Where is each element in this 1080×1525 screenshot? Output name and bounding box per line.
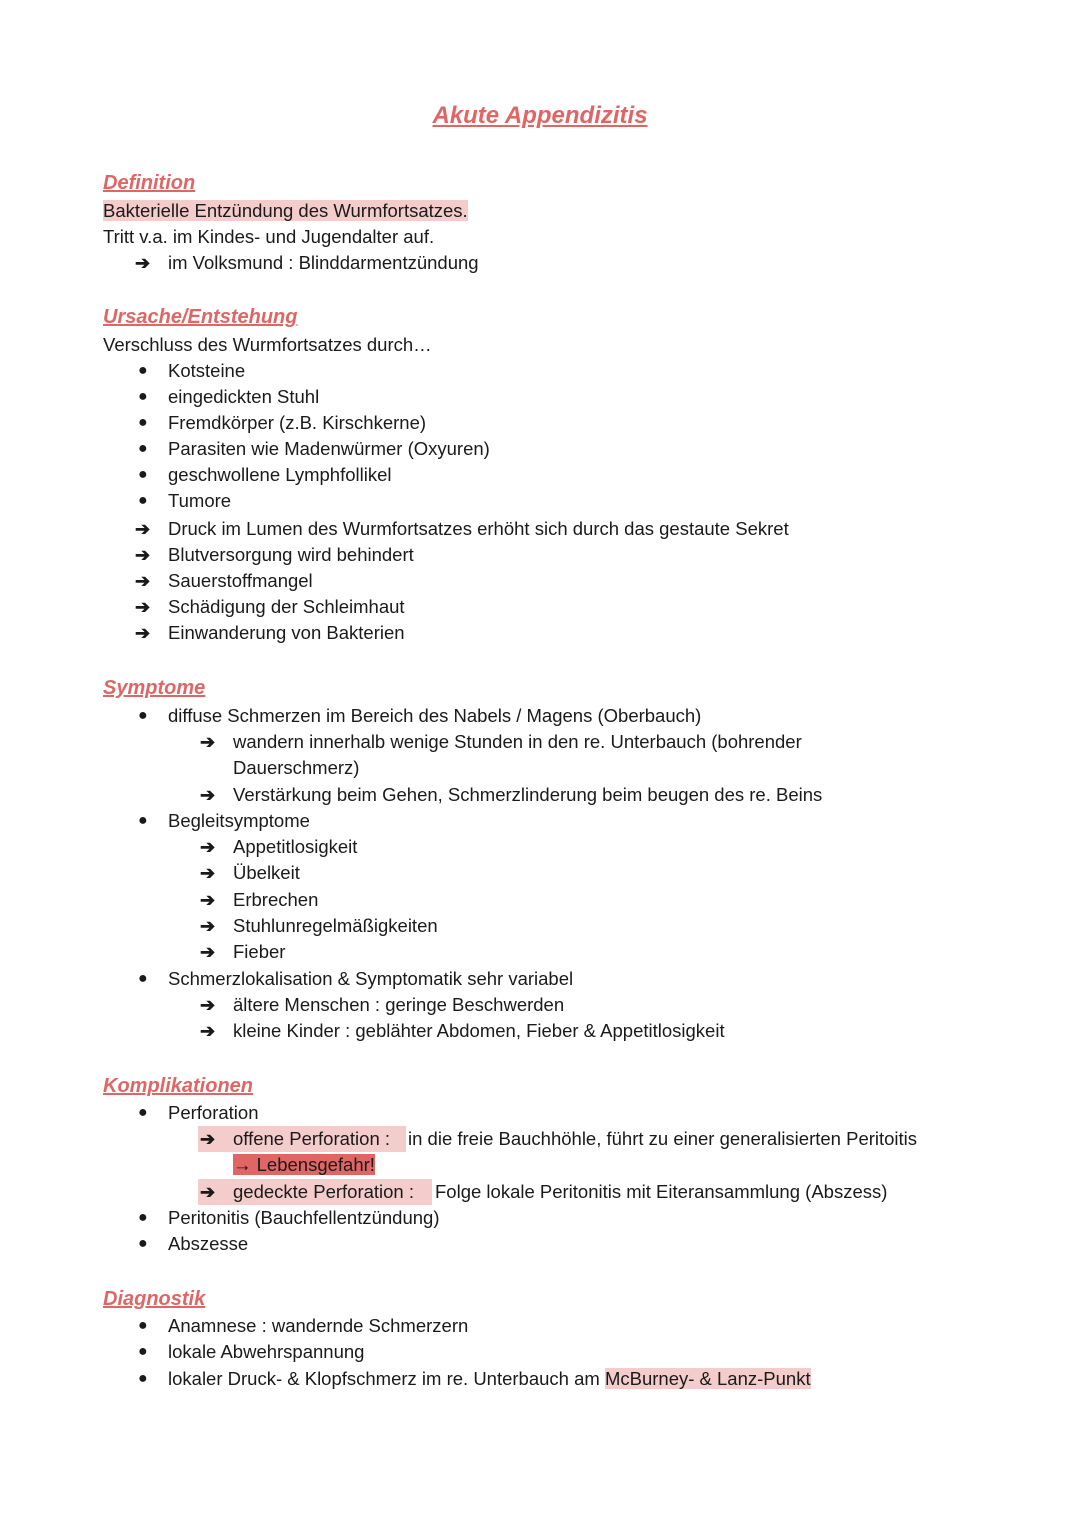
bullet-icon: ● [138,1104,148,1121]
definition-line-1: Bakterielle Entzündung des Wurmfortsatzes. [103,200,468,221]
list-item: Begleitsymptome [168,810,310,831]
list-item: Appetitlosigkeit [233,836,358,857]
definition-line-2: Tritt v.a. im Kindes- und Jugendalter auf. [103,226,435,247]
list-item: Sauerstoffmangel [168,570,313,591]
offene-perforation-text: in die freie Bauchhöhle, führt zu einer generalisierten Peritoitis [408,1128,918,1149]
list-item: Schädigung der Schleimhaut [168,596,405,617]
list-item: Anamnese : wandernde Schmerzern [168,1315,469,1336]
list-item: eingedickten Stuhl [168,386,320,407]
list-item: Einwanderung von Bakterien [168,622,405,643]
arrow-icon: ➔ [200,1021,216,1041]
arrow-icon: ➔ [200,732,216,752]
arrow-icon: ➔ [200,863,216,883]
list-item: Perforation [168,1102,259,1123]
list-item: Stuhlunregelmäßigkeiten [233,915,438,936]
arrow-icon: ➔ [200,942,216,962]
list-item: Fremdkörper (z.B. Kirschkerne) [168,412,427,433]
list-item: geschwollene Lymphfollikel [168,464,392,485]
bullet-icon: ● [138,466,148,483]
list-item: Übelkeit [233,862,300,883]
lebensgefahr-warning: → Lebensgefahr! [233,1154,375,1175]
bullet-icon: ● [138,1209,148,1226]
bullet-icon: ● [138,812,148,829]
arrow-icon: ➔ [200,837,216,857]
list-item: Peritonitis (Bauchfellentzündung) [168,1207,440,1228]
bullet-icon: ● [138,1317,148,1334]
heading-komplikationen: Komplikationen [103,1075,254,1097]
arrow-icon: ➔ [200,1182,216,1202]
heading-definition: Definition [103,172,196,194]
arrow-icon: ➔ [200,890,216,910]
bullet-icon: ● [138,414,148,431]
document-title: Akute Appendizitis [432,102,648,129]
arrow-icon: ➔ [135,519,151,539]
arrow-icon: ➔ [200,995,216,1015]
arrow-icon: ➔ [135,623,151,643]
bullet-icon: ● [138,440,148,457]
heading-diagnostik: Diagnostik [103,1288,206,1310]
arrow-icon: ➔ [135,545,151,565]
ursache-intro: Verschluss des Wurmfortsatzes durch… [103,334,432,355]
list-item: Blutversorgung wird behindert [168,544,414,565]
arrow-icon: ➔ [200,916,216,936]
list-item: Tumore [168,490,232,511]
arrow-icon: ➔ [135,597,151,617]
list-item: wandern innerhalb wenige Stunden in den re. Unterbauch (bohrender [233,731,802,752]
heading-symptome: Symptome [103,677,206,699]
list-item: Kotsteine [168,360,246,381]
bullet-icon: ● [138,492,148,509]
bullet-icon: ● [138,362,148,379]
list-item: Abszesse [168,1233,249,1254]
list-item: Schmerzlokalisation & Symptomatik sehr variabel [168,968,574,989]
list-item: Parasiten wie Madenwürmer (Oxyuren) [168,438,490,459]
arrow-icon: ➔ [200,785,216,805]
bullet-icon: ● [138,1235,148,1252]
list-item: lokaler Druck- & Klopfschmerz im re. Unterbauch am McBurney- & Lanz-Punkt [168,1368,811,1389]
bullet-icon: ● [138,707,148,724]
offene-perforation-label: offene Perforation : [233,1128,391,1149]
mcburney-highlight: McBurney- & Lanz-Punkt [604,1368,811,1389]
list-item: Druck im Lumen des Wurmfortsatzes erhöht sich durch das gestaute Sekret [168,518,789,539]
list-item: ältere Menschen : geringe Beschwerden [233,994,565,1015]
bullet-icon: ● [138,970,148,987]
arrow-icon: ➔ [135,571,151,591]
list-item: kleine Kinder : geblähter Abdomen, Fieber & Appetitlosigkeit [233,1020,725,1041]
list-item: Fieber [233,941,286,962]
arrow-icon: ➔ [135,253,151,273]
bullet-icon: ● [138,1370,148,1387]
gedeckte-perforation-text: Folge lokale Peritonitis mit Eiteransammlung (Abszess) [435,1181,888,1202]
list-item: diffuse Schmerzen im Bereich des Nabels / Magens (Oberbauch) [168,705,702,726]
list-item: Erbrechen [233,889,319,910]
heading-ursache: Ursache/Entstehung [103,306,298,328]
bullet-icon: ● [138,388,148,405]
list-item: Verstärkung beim Gehen, Schmerzlinderung beim beugen des re. Beins [233,784,823,805]
list-item-continuation: Dauerschmerz) [233,757,360,778]
arrow-icon: ➔ [200,1129,216,1149]
definition-arrow-text: im Volksmund : Blinddarmentzündung [168,252,479,273]
list-item: lokale Abwehrspannung [168,1341,365,1362]
bullet-icon: ● [138,1343,148,1360]
gedeckte-perforation-label: gedeckte Perforation : [233,1181,414,1202]
